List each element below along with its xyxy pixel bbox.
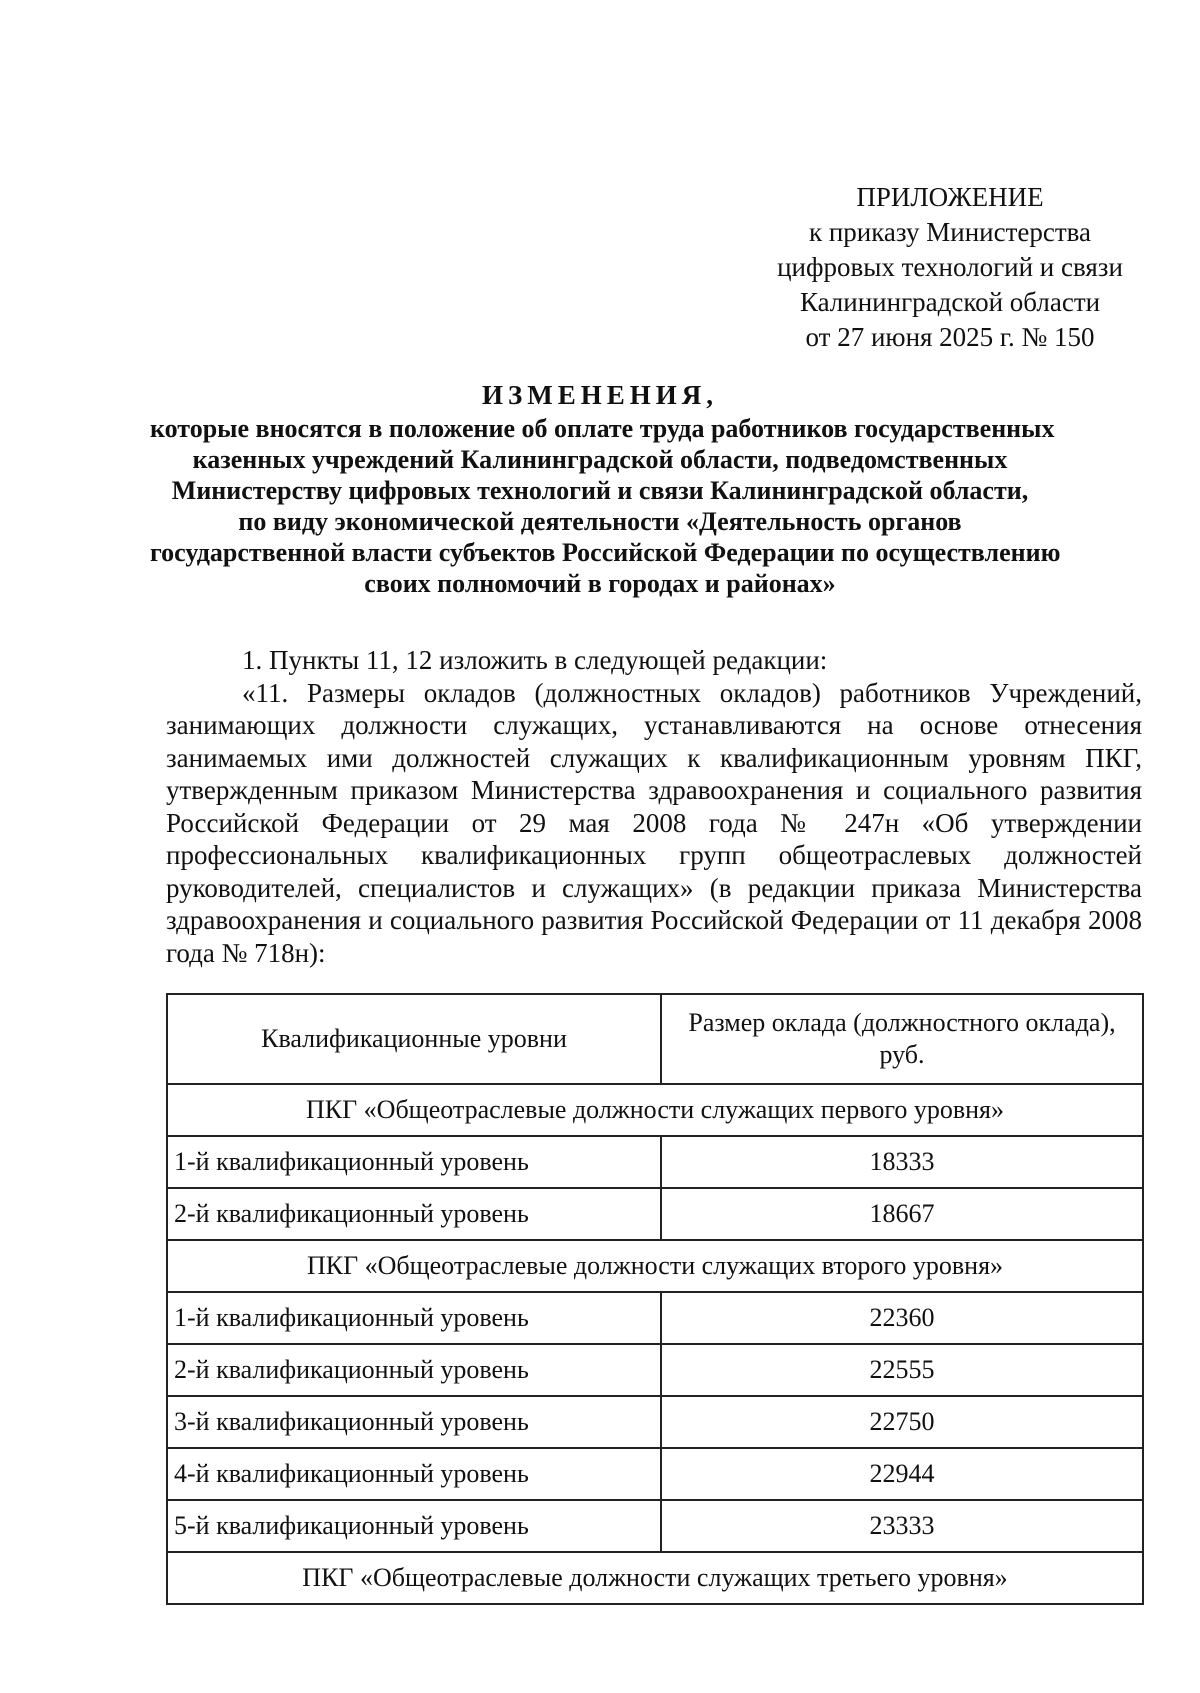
title-line: которые вносятся в положение об оплате труда работников государственных bbox=[150, 414, 1055, 443]
amount-cell: 18333 bbox=[661, 1136, 1143, 1188]
table-row bbox=[167, 1136, 1143, 1188]
group-title: ПКГ «Общеотраслевые должности служащих первого уровня» bbox=[167, 1084, 1143, 1136]
table-group-row bbox=[167, 1084, 1143, 1136]
header-levels: Квалификационные уровни bbox=[167, 994, 661, 1084]
document-title bbox=[150, 380, 1061, 599]
appendix-region-line: Калининградской области bbox=[799, 287, 1101, 317]
appendix-order-line: к приказу Министерства bbox=[808, 217, 1092, 247]
level-cell: 3-й квалификационный уровень bbox=[167, 1396, 661, 1448]
table-group-row bbox=[167, 1552, 1143, 1604]
appendix-date-line: от 27 июня 2025 г. № 150 bbox=[805, 322, 1095, 352]
amount-cell: 22944 bbox=[661, 1448, 1143, 1500]
level-cell: 1-й квалификационный уровень bbox=[167, 1292, 661, 1344]
title-heading: ИЗМЕНЕНИЯ, bbox=[481, 380, 718, 410]
table-row bbox=[167, 1188, 1143, 1240]
title-subtitle bbox=[150, 413, 1061, 599]
table-group-row bbox=[167, 1240, 1143, 1292]
title-line: по виду экономической деятельности «Деятельность органов bbox=[238, 507, 962, 536]
appendix-header bbox=[760, 180, 1140, 355]
amount-cell: 22750 bbox=[661, 1396, 1143, 1448]
appendix-ministry-line: цифровых технологий и связи bbox=[777, 252, 1123, 282]
level-cell: 5-й квалификационный уровень bbox=[167, 1500, 661, 1552]
table-row bbox=[167, 1448, 1143, 1500]
amount-cell: 18667 bbox=[661, 1188, 1143, 1240]
level-cell: 1-й квалификационный уровень bbox=[167, 1136, 661, 1188]
document-body bbox=[166, 644, 1142, 969]
group-title: ПКГ «Общеотраслевые должности служащих второго уровня» bbox=[167, 1240, 1143, 1292]
group-title: ПКГ «Общеотраслевые должности служащих третьего уровня» bbox=[167, 1552, 1143, 1604]
appendix-title: ПРИЛОЖЕНИЕ bbox=[856, 182, 1044, 212]
level-cell: 2-й квалификационный уровень bbox=[167, 1188, 661, 1240]
item-1-text: 1. Пункты 11, 12 изложить в следующей редакции: bbox=[242, 645, 828, 675]
table-header-row bbox=[167, 994, 1143, 1084]
title-line: Министерству цифровых технологий и связи Калининградской области, bbox=[171, 476, 1029, 505]
table-row bbox=[167, 1344, 1143, 1396]
paragraph-11-text: «11. Размеры окладов (должностных окладов) работников Учреждений, занимающих должности служащих, устанавливаются на основе отнесения занимаемых ими должностей служащих к квалификационным уровням ПКГ, утвержденным приказом Министерства здравоохранения и социального развития Российской Федерации от 29 мая 2008 года № 247н «Об утверждении профессиональных квалификационных групп общеотраслевых должностей руководителей, специалистов и служащих» (в редакции приказа Министерства здравоохранения и социального развития Российской Федерации от 11 декабря 2008 года № 718н): bbox=[166, 677, 1142, 968]
amount-cell: 23333 bbox=[661, 1500, 1143, 1552]
table-row bbox=[167, 1292, 1143, 1344]
level-cell: 2-й квалификационный уровень bbox=[167, 1344, 661, 1396]
salary-table bbox=[166, 993, 1144, 1605]
amount-cell: 22360 bbox=[661, 1292, 1143, 1344]
amount-cell: 22555 bbox=[661, 1344, 1143, 1396]
title-line: своих полномочий в городах и районах» bbox=[364, 569, 836, 598]
table-row bbox=[167, 1500, 1143, 1552]
table-row bbox=[167, 1396, 1143, 1448]
level-cell: 4-й квалификационный уровень bbox=[167, 1448, 661, 1500]
header-salary: Размер оклада (должностного оклада), руб. bbox=[661, 994, 1143, 1084]
title-line: казенных учреждений Калининградской области, подведомственных bbox=[192, 445, 1008, 474]
title-line: государственной власти субъектов Российской Федерации по осуществлению bbox=[150, 538, 1061, 567]
